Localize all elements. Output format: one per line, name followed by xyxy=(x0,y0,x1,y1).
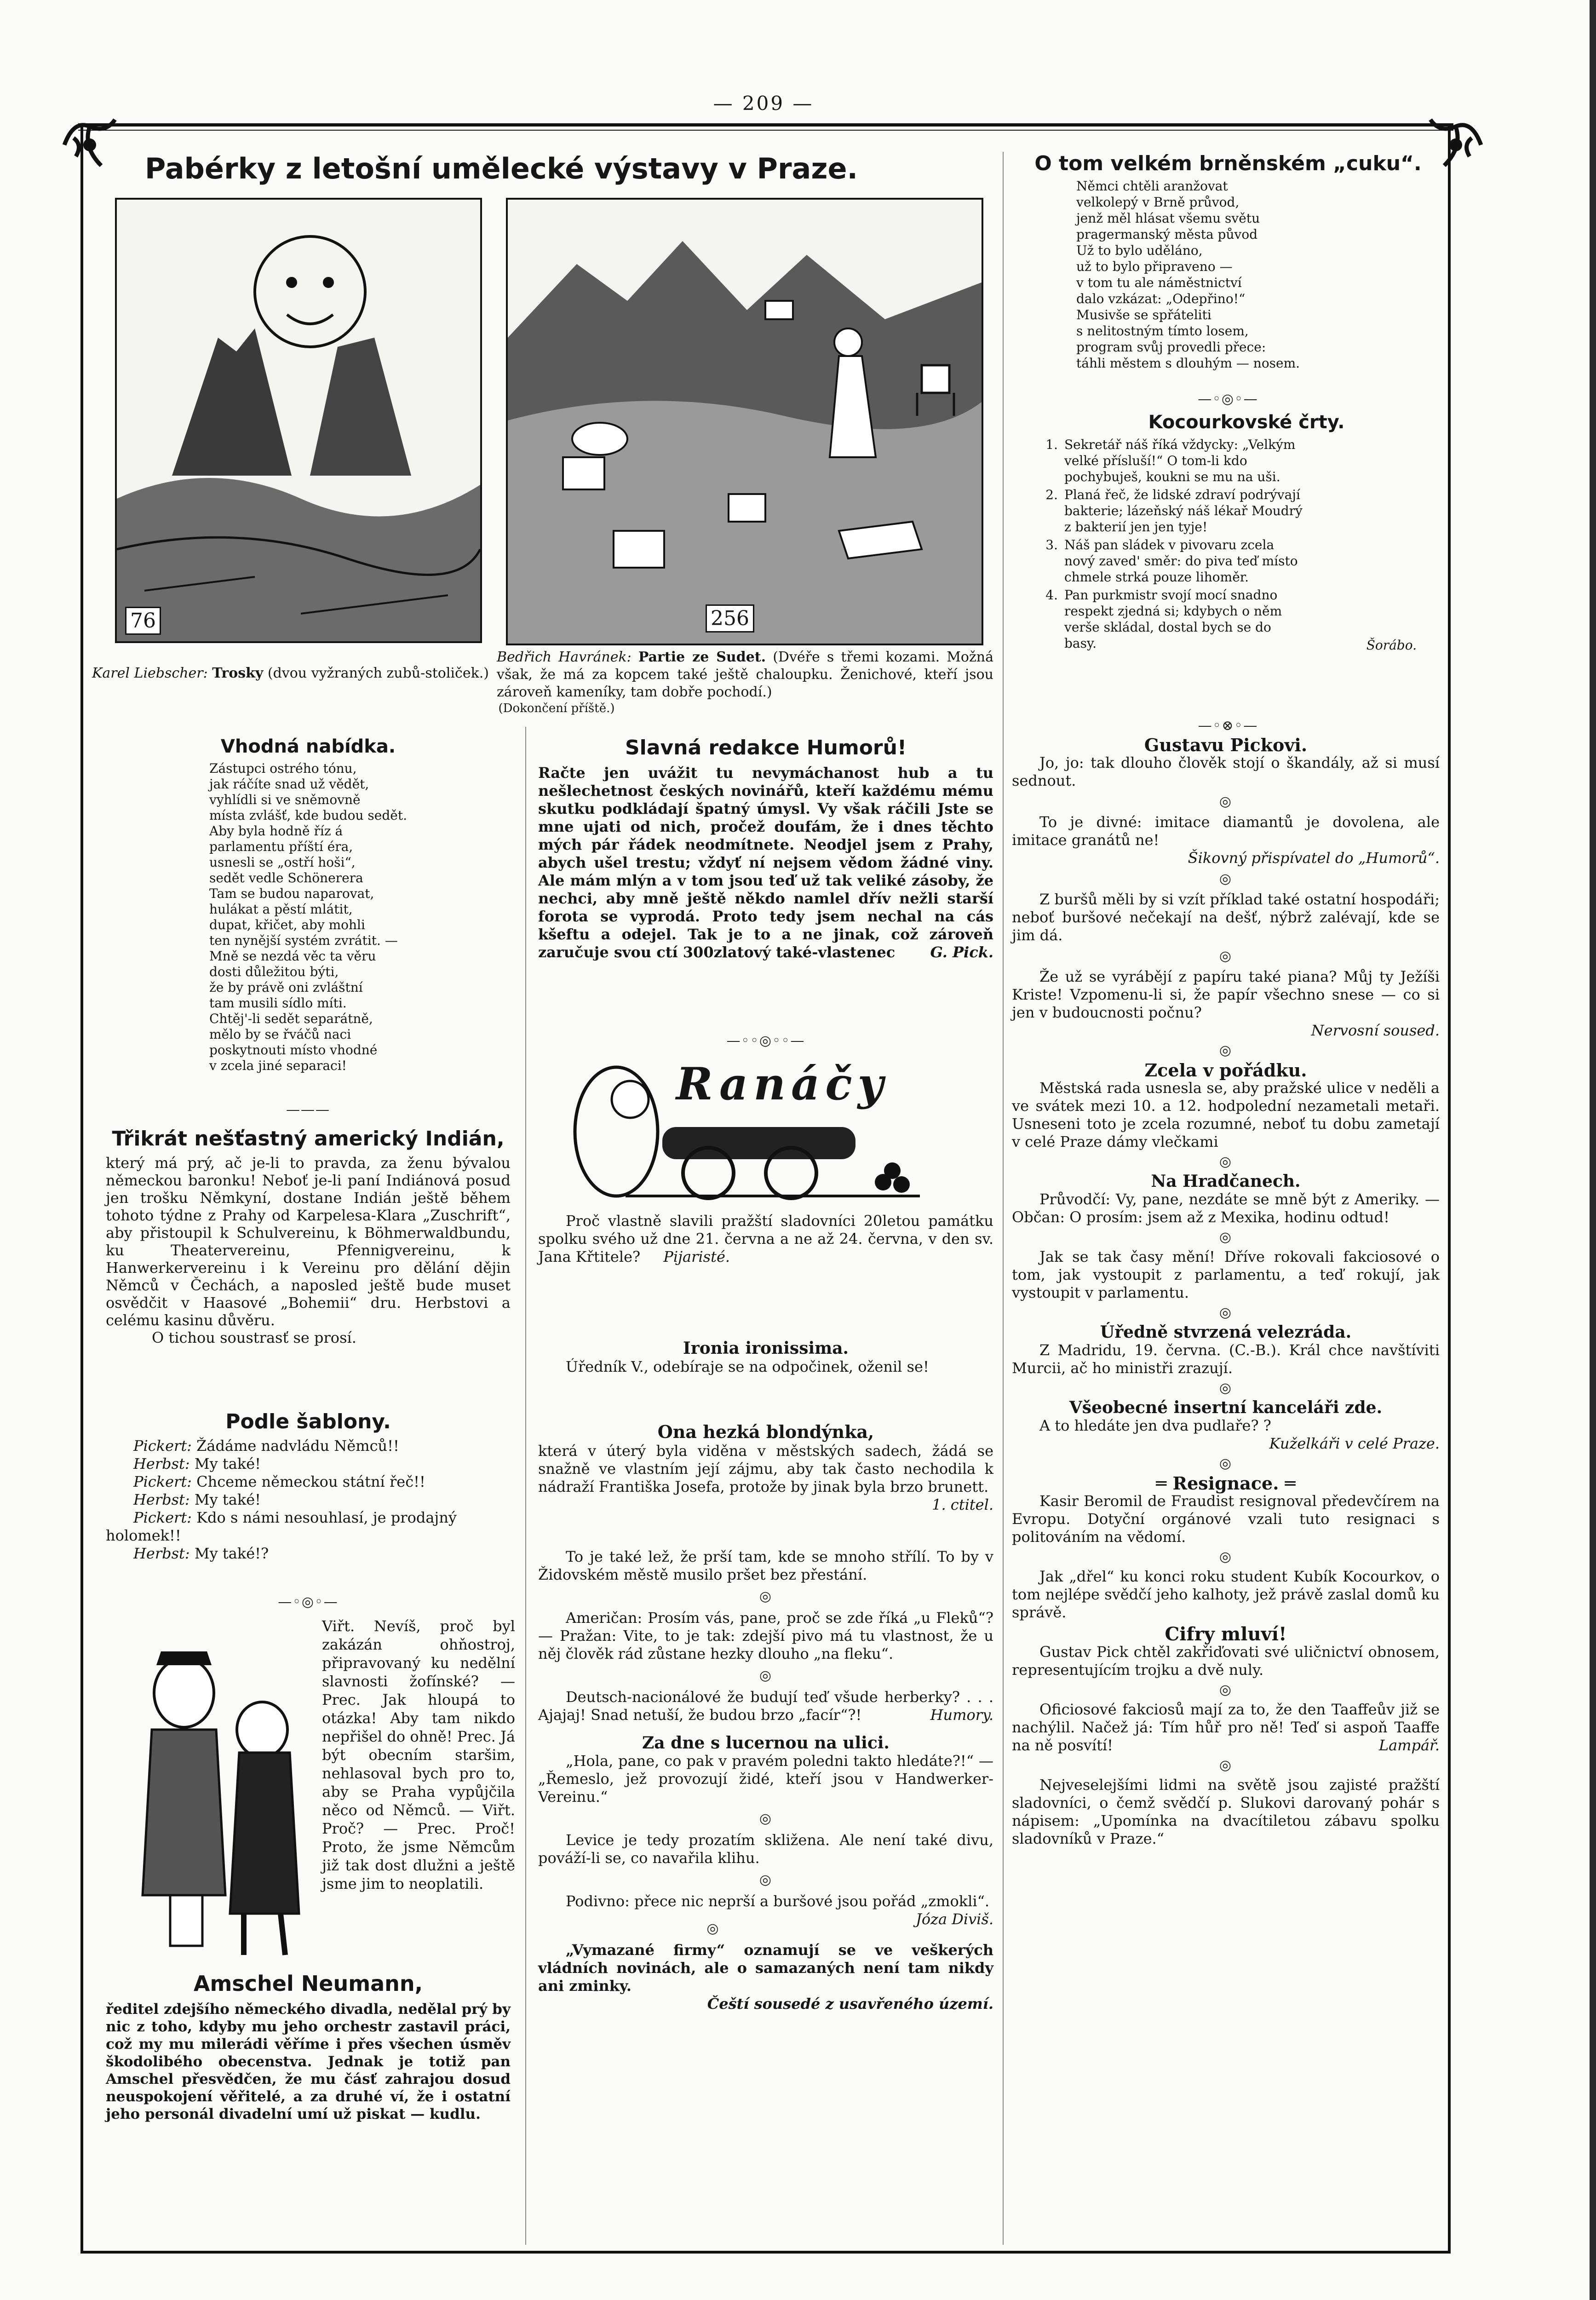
artwork-number: 256 xyxy=(706,604,754,632)
column3-items xyxy=(1012,736,1440,1848)
section-kocourkov xyxy=(1030,412,1426,653)
section-title: Kocourkovské črty. xyxy=(1148,412,1345,433)
section-title: Vhodná nabídka. xyxy=(220,736,396,757)
divider-ornament-icon: ◎ xyxy=(1219,1229,1233,1245)
scan-edge-bar xyxy=(1590,0,1596,2300)
column-separator xyxy=(525,727,526,2245)
speaker: Herbst: xyxy=(133,1455,190,1472)
article-text xyxy=(538,1442,993,1513)
poem-body xyxy=(1076,178,1426,371)
caption-text: (Dvéře s třemi kozami. Možná však, že má za kopcem také ještě chaloupku. Ženichové, kteří jsou zároveň kameníky, tam dobře pochodí.) xyxy=(497,649,993,700)
list-item-text: Planá řeč, že lidské zdraví podrývají bakterie; lázeňský náš lékař Moudrý z bakterií jen jen tyje! xyxy=(1064,487,1303,535)
poem-line: táhli městem s dlouhým — nosem. xyxy=(1076,356,1300,371)
article-text xyxy=(538,1212,993,1266)
divider-ornament-icon: ◎ xyxy=(1219,794,1233,810)
section-trikrat xyxy=(106,1127,511,1346)
poem-line: že by právě oni zvláštní xyxy=(209,980,363,995)
short-item: Z Madridu, 19. června. (C.-B.). Král chce navštíviti Murcii, ač ho ministři zrazují. xyxy=(1012,1341,1440,1377)
short-item: Nejveselejšími lidmi na světě jsou zajisté pražští sladovníci, o čemž svědčí p. Slukovi darovaný pohár s nápisem: „Upomínka na dvacítiletou zábavu spolku sladovníků v Praze.“ xyxy=(1012,1776,1440,1847)
poem-line: místa zvlášť, kde budou sedět. xyxy=(209,808,407,823)
signature: 1. ctitel. xyxy=(932,1496,993,1513)
dialog-text: Kdo s námi nesouhlasí, je prodajný holomek!! xyxy=(106,1509,457,1544)
section-vhodna xyxy=(106,736,511,1074)
resignace-title: Resignace. xyxy=(1172,1473,1279,1494)
caption-author: Karel Liebscher: xyxy=(92,665,208,681)
poem-line: hulákat a pěstí mlátit, xyxy=(209,902,353,917)
artwork-trosky xyxy=(115,198,482,643)
signature: Šikovný přispívatel do „Humorů“. xyxy=(1188,849,1440,867)
divider-ornament-icon: ◎ xyxy=(1219,1154,1233,1170)
short-item: A to hledáte jen dva pudlaře? ? xyxy=(1039,1417,1271,1434)
poem-line: dalo vzkázat: „Odepřino!“ xyxy=(1076,291,1246,306)
divider-ornament-icon: ◎ xyxy=(759,1872,773,1888)
article-text: ředitel zdejšího německého divadla, nedělal prý by nic z toho, kdyby mu jeho orchestr zastavil práci, což my mu milerádi věříme i přes všechen úsměv škodolibého obecenstva. Jednak je totiž pan Amschel přesvědčen, že mu čásť zahrajou dosud neuspokojení věřitelé, a za druhé ví, že i ostatní jeho personál divadelní umí už piskat — kudlu. xyxy=(106,2001,511,2122)
signature: Józa Diviš. xyxy=(916,1910,993,1928)
divider-ornament-icon: ◎ xyxy=(1219,1549,1233,1565)
section-ironia xyxy=(538,1339,993,1376)
poem-line: v tom tu ale náměstnictví xyxy=(1076,275,1242,290)
divider-ornament-icon: ——— xyxy=(286,1102,330,1118)
caption-title: Trosky xyxy=(212,665,264,681)
caption-title: Partie ze Sudet. xyxy=(638,649,766,665)
list-item xyxy=(1030,487,1426,535)
signature: G. Pick. xyxy=(930,943,993,961)
section-title: Za dne s lucernou na ulici. xyxy=(642,1733,890,1753)
poem-line: Už to bylo uděláno, xyxy=(1076,243,1203,258)
letter-text xyxy=(538,764,993,961)
divider-ornament-icon: ◎ xyxy=(1219,1757,1233,1773)
mountain-goats-illustration xyxy=(508,200,982,644)
poem-line: ten nynější systém zvrátit. — xyxy=(209,933,398,948)
divider-ornament-icon: —◦◎◦— xyxy=(1198,391,1258,407)
short-item: Levice je tedy prozatím skližena. Ale není také divu, pováží-li se, co navařila klihu. xyxy=(538,1831,993,1867)
list-item-number: 3. xyxy=(1045,537,1058,552)
short-item: Městská rada usnesla se, aby pražské ulice v neděli a ve svátek mezi 10. a 12. hodpolední nezametali metaři. Usneseni toto je zcela rozumné, neboť tu dobu zametají v celé Praze dámy vlečkami xyxy=(1012,1079,1440,1150)
poem-line: už to bylo připraveno — xyxy=(1076,259,1233,274)
poem-line: poskytnouti místo vhodné xyxy=(209,1042,378,1058)
section-slavna xyxy=(538,736,993,961)
dialog-line xyxy=(106,1491,511,1509)
short-item xyxy=(1012,1701,1440,1754)
short-item xyxy=(538,1688,993,1724)
dialog-line xyxy=(106,1545,511,1563)
dialog-virt-prec: Viřt. Nevíš, proč byl zakázán ohňostroj, připravovaný ku nedělní slavnosti žofínské? — Prec. Jak hloupá to otázka! Aby tam nikdo nepřišel do ohně! Prec. Já být obecním staršim, nehlasoval bych pro to, aby se Praha vypůjčila něco od Němců. — Viřt. Proč? — Prec. Proč! Proto, že jsme Němcům již tak dost dlužni a ještě jsme jim to neoplatili. xyxy=(322,1617,515,1892)
poem-line: Chtěj'-li sedět separátně, xyxy=(209,1011,373,1026)
short-item: To je také lež, že prší tam, kde se mnoho střílí. To by v Židovském městě musilo pršet bez přestání. xyxy=(538,1548,993,1583)
caption-text: (dvou vyžraných zubů-stoliček.) xyxy=(267,665,489,681)
left-rule xyxy=(80,123,83,2253)
short-item: Jo, jo: tak dlouho člověk stojí o škandály, až si musí sednout. xyxy=(1012,754,1440,789)
artwork-sudety xyxy=(506,198,983,645)
dialog-body xyxy=(106,1437,511,1563)
poem-line: program svůj provedli přece: xyxy=(1076,339,1266,355)
short-item: Že už se vyrábějí z papíru také piana? Můj ty Ježíši Kriste! Vzpomenu-li si, že papír všechno snese — co si jen v budoucnosti počnu? xyxy=(1012,968,1440,1021)
section-title: Třikrát nešťastný americký Indián, xyxy=(112,1127,505,1150)
section-ona xyxy=(538,1421,993,1514)
signature: Čeští sousedé z usavřeného území. xyxy=(707,1995,993,2012)
poem-line: Němci chtěli aranžovat xyxy=(1076,178,1228,194)
divider-ornament-icon: ◎ xyxy=(759,1668,773,1684)
divider-ornament-icon: —◦⊗◦— xyxy=(1198,718,1258,734)
section-title: Úředně stvrzená velezráda. xyxy=(1100,1322,1352,1342)
list-item-text: Pan purkmistr svojí mocí snadno respekt zjedná si; kdybych o něm verše skládal, dostal bych se do basy. xyxy=(1064,587,1282,651)
poem-line: dosti důležitou býti, xyxy=(209,964,339,979)
divider-ornament-icon: ◎ xyxy=(1219,948,1233,964)
poem-line: sedět vedle Schönerera xyxy=(209,870,363,886)
poem-line: Mně se nezdá věc ta věru xyxy=(209,949,376,964)
corner-ornament-icon xyxy=(1421,110,1490,179)
speaker: Pickert: xyxy=(133,1437,192,1455)
right-rule xyxy=(1448,123,1451,2253)
column2-short-items xyxy=(538,1548,993,2013)
caption-sudety xyxy=(497,649,993,701)
poem-line: vyhlídli si ve sněmovně xyxy=(209,792,361,807)
poem-line: dupat, křičet, aby mohli xyxy=(209,917,365,932)
speaker: Herbst: xyxy=(133,1545,190,1562)
section-title: Zcela v pořádku. xyxy=(1144,1060,1307,1081)
poem-line: parlamentu příští éra, xyxy=(209,839,353,854)
cartoon-illustration xyxy=(115,1638,322,1960)
divider-ornament-icon: ◎ xyxy=(759,1588,773,1604)
article-closing: O tichou soustrasť se prosí. xyxy=(152,1329,356,1346)
article-text: který má prý, ač je-li to pravda, za ženu bývalou německou baronku! Neboť je-li paní Indiánová posud jen trošku Němkyní, dostane Indián ještě během tohoto týdne z Prahy od Karpelesa-Klara „Zuschrift“, aby přistoupil k Schulvereinu, k Böhmerwaldbundu, ku Theatervereinu, Pfennigvereinu, k Hanwerkervereinu i k Vereinu pro dělání dějin Němců v Čechách, a naposled ještě bude muset osvědčit v Haasové „Bohemii“ dru. Herbstovi a celému kasinu důvěru. xyxy=(106,1154,511,1329)
section-title: Na Hradčanech. xyxy=(1151,1172,1301,1191)
article-text: Úředník V., odebíraje se na odpočinek, oženil se! xyxy=(566,1358,929,1375)
top-rule-thin xyxy=(78,130,1453,131)
poem-line: s nelitostným tímto losem, xyxy=(1076,323,1249,339)
divider-ornament-icon: —◦◎◦— xyxy=(278,1594,339,1610)
section-title: Ona hezká blondýnka, xyxy=(657,1421,874,1442)
mountain-illustration xyxy=(117,200,480,641)
divider-ornament-icon: ◎ xyxy=(1219,871,1233,887)
caption-trosky xyxy=(92,665,497,682)
speaker: Pickert: xyxy=(133,1509,192,1526)
signature: Humory. xyxy=(930,1706,993,1724)
speaker: Pickert: xyxy=(133,1473,192,1490)
section-title: Ironia ironissima. xyxy=(683,1339,849,1358)
short-item: Jak „dřel“ ku konci roku student Kubík Kocourkov, o tom nejlépe svědčí jeho kalhoty, jež právě zaslal domů ku správě. xyxy=(1012,1568,1440,1621)
poem-line: Musivše se spřáteliti xyxy=(1076,307,1211,322)
list-item xyxy=(1030,437,1426,485)
divider-ornament-icon: ◎ xyxy=(759,1811,773,1827)
signature: Kuželkáři v celé Praze. xyxy=(1269,1435,1440,1452)
dialog-text: My také!? xyxy=(194,1545,269,1562)
poem-line: Tam se budou naparovat, xyxy=(209,886,374,901)
list-item-number: 2. xyxy=(1045,487,1058,502)
dialog-text: Žádáme nadvládu Němců!! xyxy=(196,1437,399,1455)
poem-line: v zcela jiné separaci! xyxy=(209,1058,347,1073)
list-item xyxy=(1030,537,1426,585)
dialog-line xyxy=(106,1437,511,1455)
poem-line: tam musili sídlo míti. xyxy=(209,995,347,1011)
section-podle xyxy=(106,1410,511,1563)
page-title: Pabérky z letošní umělecké výstavy v Praze. xyxy=(144,152,858,185)
divider-ornament-icon: ◎ xyxy=(1219,1380,1233,1396)
dialog-line xyxy=(106,1473,511,1491)
dialog-line xyxy=(106,1509,511,1545)
poem-line: Zástupci ostrého tónu, xyxy=(209,761,357,776)
poem-line: jak ráčíte snad už vědět, xyxy=(209,776,369,792)
continued-note: (Dokončení příště.) xyxy=(498,702,615,715)
section-title: Cifry mluví! xyxy=(1165,1623,1287,1645)
section-title: Slavná redakce Humorů! xyxy=(625,736,907,759)
list-item-number: 1. xyxy=(1045,437,1058,452)
section-amschel xyxy=(106,1971,511,2123)
dialog-text: My také! xyxy=(194,1455,261,1472)
signature: Nervosní soused. xyxy=(1311,1022,1440,1039)
short-item: Američan: Prosím vás, pane, proč se zde říká „u Fleků“? — Pražan: Vite, to je tak: zdejší pivo má tu vlastnost, že u něj člověk rád zůstane hezky dlouho „na fleku“. xyxy=(538,1609,993,1662)
page-number: — 209 — xyxy=(713,92,814,115)
list-item-text: Sekretář náš říká vždycky: „Velkým velké přísluší!“ O tom-li kdo pochybuješ, koukni se mu na uši. xyxy=(1064,437,1296,484)
cartoon-two-men xyxy=(115,1638,322,1960)
short-item: Gustav Pick chtěl zakřiďovati své uličnictví obnosem, representujícím trojku a dvě nuly. xyxy=(1012,1643,1440,1679)
numbered-list xyxy=(1030,437,1426,651)
poem-line: usnesli se „ostří hoši“, xyxy=(209,855,356,870)
signature: Lampář. xyxy=(1378,1736,1440,1754)
short-item-body: Deutsch-nacionálové že budují teď všude herberky? . . . Ajajaj! Snad netuší, že budou brzo „facír“?! xyxy=(538,1688,993,1724)
caption-author: Bedřich Havránek: xyxy=(497,649,632,665)
short-item: Z buršů měli by si vzít příklad také ostatní hospodáři; neboť buršové nečekají na dešť, nýbrž zalévají, kde se jim dá. xyxy=(1012,891,1440,944)
ranacy-title: Ranáčy xyxy=(676,1058,889,1110)
article-body: která v úterý byla viděna v městských sadech, žádá se snažně ve vlastním její zájmu, aby tak často nechodila k nádraží Františka Josefa, protože by jinak byla brzo brunett. xyxy=(538,1442,993,1495)
poem-line: velkolepý v Brně průvod, xyxy=(1076,195,1240,210)
short-item: To je divné: imitace diamantů je dovolena, ale imitace granátů ne! xyxy=(1012,813,1440,849)
divider-ornament-icon: ◎ xyxy=(1219,1682,1233,1698)
signature: Šorábo. xyxy=(1366,638,1417,653)
poem-line: pragermanský města původ xyxy=(1076,227,1258,242)
section-title: Amschel Neumann, xyxy=(193,1971,423,1996)
short-item: Jak se tak časy mění! Dříve rokovali fakciosové o tom, jak vystoupit z parlamentu, a teď rokují, jak vystoupit v parlamentu. xyxy=(1012,1248,1440,1301)
dialog-text: My také! xyxy=(194,1491,261,1508)
article-body: Proč vlastně slavili pražští sladovníci 20letou památku spolku svého už dne 21. června a ne až 24. června, v den sv. Jana Křtitele? xyxy=(538,1212,993,1265)
bottom-rule xyxy=(80,2251,1451,2254)
poem-body xyxy=(209,761,511,1074)
poem-line: Aby byla hodně říz á xyxy=(209,823,343,839)
artwork-number: 76 xyxy=(125,607,161,635)
section-brno xyxy=(1030,152,1426,371)
dialog-text: Chceme německou státní řeč!! xyxy=(196,1473,425,1490)
short-item: „Hola, pane, co pak v pravém poledni takto hledáte?!“ — „Řemeslo, jež provozují židé, kteří jsou v Handwerker-Vereinu.“ xyxy=(538,1752,993,1806)
short-item xyxy=(538,1892,993,1928)
ranacy-illustration xyxy=(570,1058,966,1210)
divider-ornament-icon: —◦◦◎◦◦— xyxy=(726,1033,805,1049)
top-rule xyxy=(78,123,1453,126)
column-separator xyxy=(1003,152,1004,2245)
divider-ornament-icon: ◎ xyxy=(1219,1042,1233,1058)
section-title: ═ Resignace. ═ xyxy=(1156,1473,1296,1494)
short-item: „Vymazané firmy“ oznamují se ve veškerých vládních novinách, ale o samazaných není tam nikdy ani zminky. xyxy=(538,1941,993,1995)
section-title: O tom velkém brněnském „cuku“. xyxy=(1034,152,1422,175)
section-title: Podle šablony. xyxy=(225,1410,391,1433)
divider-ornament-icon: ◎ xyxy=(1219,1305,1233,1321)
divider-ornament-icon: ◎ xyxy=(706,1920,720,1937)
section-proc xyxy=(538,1212,993,1266)
section-title: Gustavu Pickovi. xyxy=(1144,735,1308,755)
poem-line: jenž měl hlásat všemu světu xyxy=(1076,211,1260,226)
list-item-text: Náš pan sládek v pivovaru zcela nový zaved' směr: do piva teď místo chmele strká pouze lihoměr. xyxy=(1064,537,1298,585)
divider-ornament-icon: ◎ xyxy=(1219,1455,1233,1472)
short-item-body: Oficiosové fakciosů mají za to, že den Taaffeův již se nachýlil. Načež já: Tím hůř pro ně! Teď si aspoň Taaffe na ně posvítí! xyxy=(1012,1701,1440,1754)
list-item-number: 4. xyxy=(1045,587,1058,603)
letter-body: Račte jen uvážit tu nevymáchanost hub a tu nešlechetnost českých novinářů, kteří každému mému skutku podkládají špatný úmysl. Vy však ráčili Jste se mne ujati od nich, pročež doufám, že i dnes těchto mých pár řádek neodmítnete. Neodjel jsem z Prahy, abych ušel trestu; vždyť ní nejsem vědom žádné viny. Ale mám mlýn a v tom jsou teď už tak veliké zásoby, že nechci, aby mně ještě někdo namlel dřív nežli starší forota se vyprodá. Proto tedy jsem nechal na cás kšeftu a odejel. Tak je to a ne jinak, což zároveň zaručuje svou ctí 300zlatový také-vlastenec xyxy=(538,764,993,961)
section-title: Všeobecné insertní kanceláři zde. xyxy=(1069,1398,1383,1417)
short-item: Průvodčí: Vy, pane, nezdáte se mně být z Ameriky. — Občan: O prosím: jsem až z Mexika, hodinu odtud! xyxy=(1012,1190,1440,1226)
poem-line: mělo by se řváčů naci xyxy=(209,1027,351,1042)
short-item: Kasir Beromil de Fraudist resignoval předevčírem na Evropu. Dotyční orgánové vzali tuto resignaci s politováním na vědomí. xyxy=(1012,1492,1440,1546)
short-item-body: Podivno: přece nic neprší a buršové jsou pořád „zmokli“. xyxy=(566,1892,990,1910)
dialog-line xyxy=(106,1455,511,1473)
speaker: Herbst: xyxy=(133,1491,190,1508)
signature: Pijaristé. xyxy=(663,1248,730,1265)
